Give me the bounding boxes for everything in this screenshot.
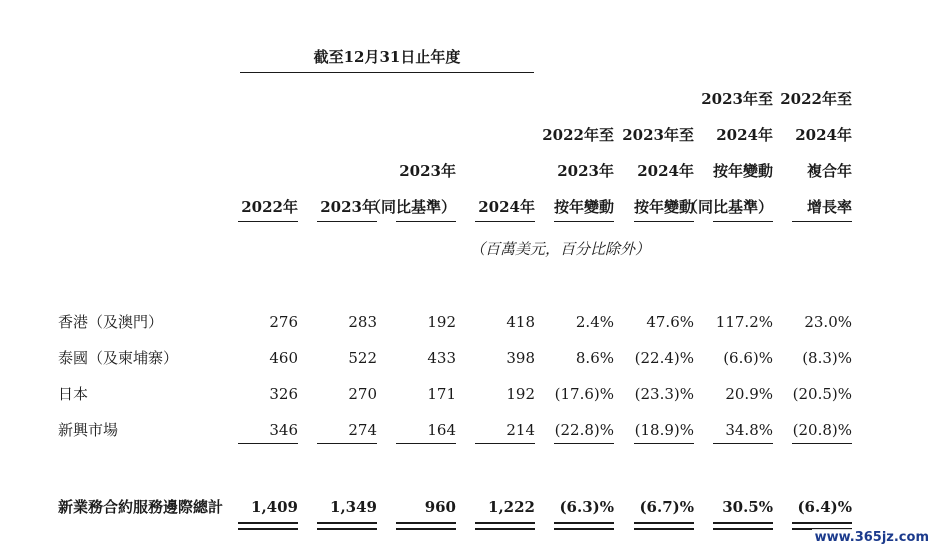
subtotal-rule xyxy=(792,443,852,444)
table-cell: 8.6% xyxy=(575,349,614,367)
total-cell: (6.3)% xyxy=(559,498,614,516)
total-label: 新業務合約服務邊際總計 xyxy=(58,498,224,516)
row-label: 泰國（及柬埔寨） xyxy=(58,349,179,367)
table-cell: 192 xyxy=(506,385,535,403)
column-header-underline xyxy=(634,221,694,222)
table-cell: 47.6% xyxy=(646,313,694,331)
total-double-rule xyxy=(634,522,694,524)
table-cell: (22.8)% xyxy=(554,421,614,439)
total-double-rule xyxy=(396,522,456,524)
subtotal-rule xyxy=(238,443,298,444)
table-cell: 164 xyxy=(427,421,456,439)
total-double-rule xyxy=(554,528,614,530)
table-cell: (22.4)% xyxy=(634,349,694,367)
column-header-line: 按年變動 xyxy=(712,162,773,180)
column-header-line: 2023年 xyxy=(320,198,377,216)
total-double-rule xyxy=(396,528,456,530)
table-cell: (18.9)% xyxy=(634,421,694,439)
table-cell: 283 xyxy=(348,313,377,331)
unit-note: （百萬美元，百分比除外） xyxy=(470,240,651,258)
table-cell: (8.3)% xyxy=(802,349,852,367)
column-header-underline xyxy=(475,221,535,222)
table-cell: 214 xyxy=(506,421,535,439)
table-cell: 270 xyxy=(348,385,377,403)
table-cell: (17.6)% xyxy=(554,385,614,403)
total-cell: 30.5% xyxy=(722,498,773,516)
column-header-line: 2022年至 xyxy=(780,90,852,108)
table-cell: (6.6)% xyxy=(723,349,773,367)
table-cell: 460 xyxy=(269,349,298,367)
subtotal-rule xyxy=(475,443,535,444)
total-double-rule xyxy=(713,528,773,530)
row-label: 香港（及澳門） xyxy=(58,313,164,331)
table-cell: 433 xyxy=(427,349,456,367)
subtotal-rule xyxy=(713,443,773,444)
total-double-rule xyxy=(475,528,535,530)
table-cell: (20.8)% xyxy=(792,421,852,439)
total-double-rule xyxy=(554,522,614,524)
table-cell: 274 xyxy=(348,421,377,439)
column-header-underline xyxy=(317,221,377,222)
column-header-line: （同比基準） xyxy=(365,198,456,216)
table-cell: 23.0% xyxy=(804,313,852,331)
total-double-rule xyxy=(317,528,377,530)
column-header-line: 按年變動 xyxy=(553,198,614,216)
column-header-underline xyxy=(396,221,456,222)
total-cell: (6.4)% xyxy=(797,498,852,516)
column-header-line: 2023年 xyxy=(557,162,614,180)
row-label: 新興市場 xyxy=(58,421,119,439)
column-header-line: （同比基準） xyxy=(682,198,773,216)
total-cell: 1,222 xyxy=(488,498,535,516)
column-header-line: 2024年 xyxy=(716,126,773,144)
total-cell: (6.7)% xyxy=(639,498,694,516)
column-header-line: 2023年至 xyxy=(622,126,694,144)
subtotal-rule xyxy=(317,443,377,444)
column-header-line: 2023年 xyxy=(399,162,456,180)
table-cell: 398 xyxy=(506,349,535,367)
subtotal-rule xyxy=(396,443,456,444)
table-cell: 192 xyxy=(427,313,456,331)
column-header-line: 2022年至 xyxy=(542,126,614,144)
table-cell: (20.5)% xyxy=(792,385,852,403)
table-cell: 418 xyxy=(506,313,535,331)
total-double-rule xyxy=(238,528,298,530)
subtotal-rule xyxy=(554,443,614,444)
column-header-line: 複合年 xyxy=(806,162,852,180)
table-cell: 34.8% xyxy=(725,421,773,439)
column-header-underline xyxy=(792,221,852,222)
table-cell: (23.3)% xyxy=(634,385,694,403)
period-title: 截至12月31日止年度 xyxy=(313,48,461,66)
subtotal-rule xyxy=(634,443,694,444)
total-double-rule xyxy=(475,522,535,524)
table-cell: 2.4% xyxy=(575,313,614,331)
column-header-underline xyxy=(713,221,773,222)
table-cell: 346 xyxy=(269,421,298,439)
total-double-rule xyxy=(317,522,377,524)
total-cell: 960 xyxy=(424,498,456,516)
watermark: www.365jz.com xyxy=(812,529,932,546)
column-header-underline xyxy=(238,221,298,222)
total-cell: 1,349 xyxy=(330,498,377,516)
total-double-rule xyxy=(238,522,298,524)
table-cell: 117.2% xyxy=(715,313,773,331)
row-label: 日本 xyxy=(58,385,89,403)
period-title-underline xyxy=(240,72,534,73)
column-header-line: 增長率 xyxy=(806,198,852,216)
column-header-line: 按年變動 xyxy=(633,198,694,216)
column-header-line: 2024年 xyxy=(795,126,852,144)
column-header-line: 2024年 xyxy=(478,198,535,216)
table-cell: 326 xyxy=(269,385,298,403)
column-header-line: 2022年 xyxy=(241,198,298,216)
total-double-rule xyxy=(713,522,773,524)
total-double-rule xyxy=(634,528,694,530)
table-cell: 171 xyxy=(427,385,456,403)
table-cell: 276 xyxy=(269,313,298,331)
total-double-rule xyxy=(792,522,852,524)
table-cell: 522 xyxy=(348,349,377,367)
column-header-line: 2024年 xyxy=(637,162,694,180)
total-cell: 1,409 xyxy=(251,498,298,516)
column-header-line: 2023年至 xyxy=(701,90,773,108)
column-header-underline xyxy=(554,221,614,222)
table-cell: 20.9% xyxy=(725,385,773,403)
